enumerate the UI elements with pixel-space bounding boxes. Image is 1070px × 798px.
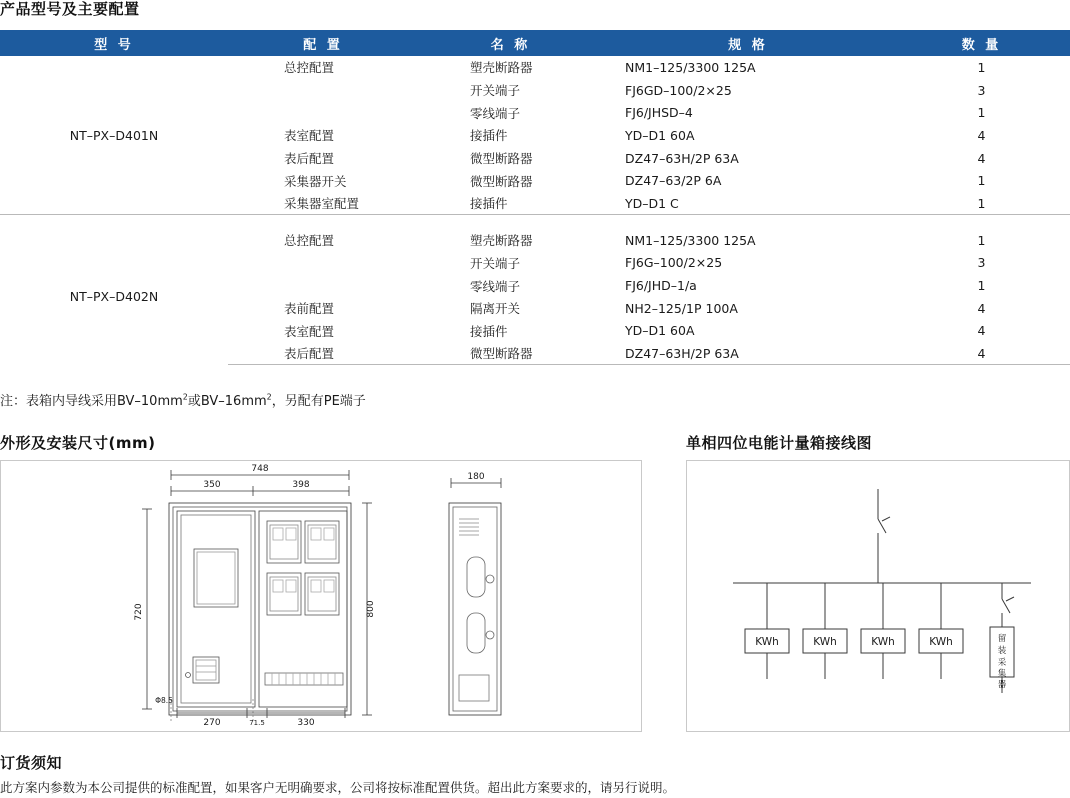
cell-qty: 1 xyxy=(977,278,986,294)
dim-bottom-330: 330 xyxy=(297,718,315,728)
cell-config xyxy=(228,274,418,297)
dimension-drawing-panel xyxy=(0,460,642,732)
cell-qty: 1 xyxy=(977,105,986,121)
cell-spec: NM1–125/3300 125A xyxy=(625,59,756,75)
cell-qty: 1 xyxy=(977,232,986,248)
cell-config: 表室配置 xyxy=(284,128,335,144)
cell-model: NT–PX–D402N xyxy=(69,289,159,305)
cell-name: 微型断路器 xyxy=(470,173,533,189)
cell-qty: 4 xyxy=(977,150,986,166)
section-title-order: 订货须知 xyxy=(0,754,63,772)
note-sup-1: 2 xyxy=(182,392,188,402)
cell-qty: 4 xyxy=(977,127,986,143)
cell-qty: 1 xyxy=(977,195,986,211)
dimension-drawing xyxy=(1,461,641,731)
cell-name: 塑壳断路器 xyxy=(470,233,533,249)
cell-qty: 4 xyxy=(977,300,986,316)
meter-label-1: KWh xyxy=(755,636,779,648)
cell-spec: YD–D1 C xyxy=(625,195,679,211)
cell-spec: FJ6/JHD–1/a xyxy=(625,278,697,294)
dim-hole-diameter: Φ8.5 xyxy=(155,696,173,705)
cell-config: 采集器室配置 xyxy=(284,196,360,212)
cell-name: 接插件 xyxy=(470,196,508,212)
cell-name: 微型断路器 xyxy=(470,151,533,167)
section-title-config: 产品型号及主要配置 xyxy=(0,0,140,18)
table-header-row xyxy=(0,30,1070,56)
cell-spec: DZ47–63/2P 6A xyxy=(625,173,722,189)
dim-width-398: 398 xyxy=(292,480,310,490)
cell-name: 开关端子 xyxy=(470,83,521,99)
cell-config xyxy=(228,252,418,275)
config-table-body xyxy=(0,56,1070,365)
cell-spec: FJ6/JHSD–4 xyxy=(625,105,693,121)
wiring-note xyxy=(0,390,366,409)
cell-config: 表后配置 xyxy=(284,151,335,167)
cell-qty: 4 xyxy=(977,323,986,339)
cell-name: 零线端子 xyxy=(470,105,521,121)
cell-name: 接插件 xyxy=(470,128,508,144)
table-group-separator xyxy=(0,215,1070,229)
meter-label-2: KWh xyxy=(813,636,837,648)
col-header-name: 名 称 xyxy=(418,30,603,56)
cell-spec: FJ6G–100/2×25 xyxy=(625,255,723,271)
cell-spec: YD–D1 60A xyxy=(625,323,695,339)
svg-text:装: 装 xyxy=(997,646,1007,656)
cell-config: 总控配置 xyxy=(284,233,335,249)
cell-spec: FJ6GD–100/2×25 xyxy=(625,82,732,98)
cell-name: 微型断路器 xyxy=(418,342,603,365)
note-suffix: ，另配有PE端子 xyxy=(271,394,366,409)
dim-width-350: 350 xyxy=(203,480,221,490)
meter-label-3: KWh xyxy=(871,636,895,648)
dim-height-800: 800 xyxy=(366,600,376,618)
table-row xyxy=(0,56,1070,79)
wiring-diagram-panel xyxy=(686,460,1070,732)
note-prefix: 注：表箱内导线采用BV–10mm xyxy=(0,394,183,409)
section-title-dimensions: 外形及安装尺寸(mm) xyxy=(0,434,156,452)
svg-text:留: 留 xyxy=(997,634,1007,644)
cell-model: NT–PX–D401N xyxy=(69,127,159,143)
section-title-wiring: 单相四位电能计量箱接线图 xyxy=(686,434,873,452)
cell-config: 表室配置 xyxy=(284,323,335,339)
svg-text:集: 集 xyxy=(997,669,1007,679)
col-header-spec: 规 格 xyxy=(603,30,893,56)
cell-config: 表前配置 xyxy=(284,301,335,317)
wiring-diagram xyxy=(687,461,1069,731)
cell-spec: NH2–125/1P 100A xyxy=(625,300,738,316)
cell-spec: NM1–125/3300 125A xyxy=(625,232,756,248)
cell-spec: DZ47–63H/2P 63A xyxy=(625,150,739,166)
note-sup-2: 2 xyxy=(266,392,272,402)
table-row xyxy=(0,229,1070,252)
note-middle: 或BV–16mm xyxy=(187,394,267,409)
cell-config: 表后配置 xyxy=(228,342,418,365)
cell-config xyxy=(228,79,418,102)
cell-qty: 4 xyxy=(893,342,1070,365)
dim-depth-180: 180 xyxy=(467,472,485,482)
dim-total-width-748: 748 xyxy=(251,464,269,474)
cell-spec: YD–D1 60A xyxy=(625,127,695,143)
cell-qty: 3 xyxy=(977,82,986,98)
cell-name: 开关端子 xyxy=(470,255,521,271)
col-header-config: 配 置 xyxy=(228,30,418,56)
cell-qty: 1 xyxy=(977,173,986,189)
dim-height-720: 720 xyxy=(134,603,144,621)
cell-name: 零线端子 xyxy=(470,278,521,294)
config-table xyxy=(0,30,1070,365)
dim-bottom-71-5: 71.5 xyxy=(249,719,265,727)
meter-label-4: KWh xyxy=(929,636,953,648)
cell-qty: 1 xyxy=(977,59,986,75)
cell-name: 接插件 xyxy=(470,323,508,339)
cell-spec: DZ47–63H/2P 63A xyxy=(603,342,893,365)
col-header-model: 型 号 xyxy=(0,30,228,56)
cell-config xyxy=(228,101,418,124)
cell-config: 采集器开关 xyxy=(284,173,347,189)
cell-name: 塑壳断路器 xyxy=(470,60,533,76)
order-notice-text: 此方案内参数为本公司提供的标准配置，如果客户无明确要求，公司将按标准配置供货。超出此方案要求的，请另行说明。 xyxy=(0,780,676,795)
svg-text:器: 器 xyxy=(997,680,1007,690)
col-header-qty: 数 量 xyxy=(893,30,1070,56)
cell-name: 隔离开关 xyxy=(470,301,521,317)
cell-qty: 3 xyxy=(977,255,986,271)
dim-bottom-270: 270 xyxy=(203,718,221,728)
svg-text:采: 采 xyxy=(997,658,1007,668)
cell-config: 总控配置 xyxy=(284,60,335,76)
